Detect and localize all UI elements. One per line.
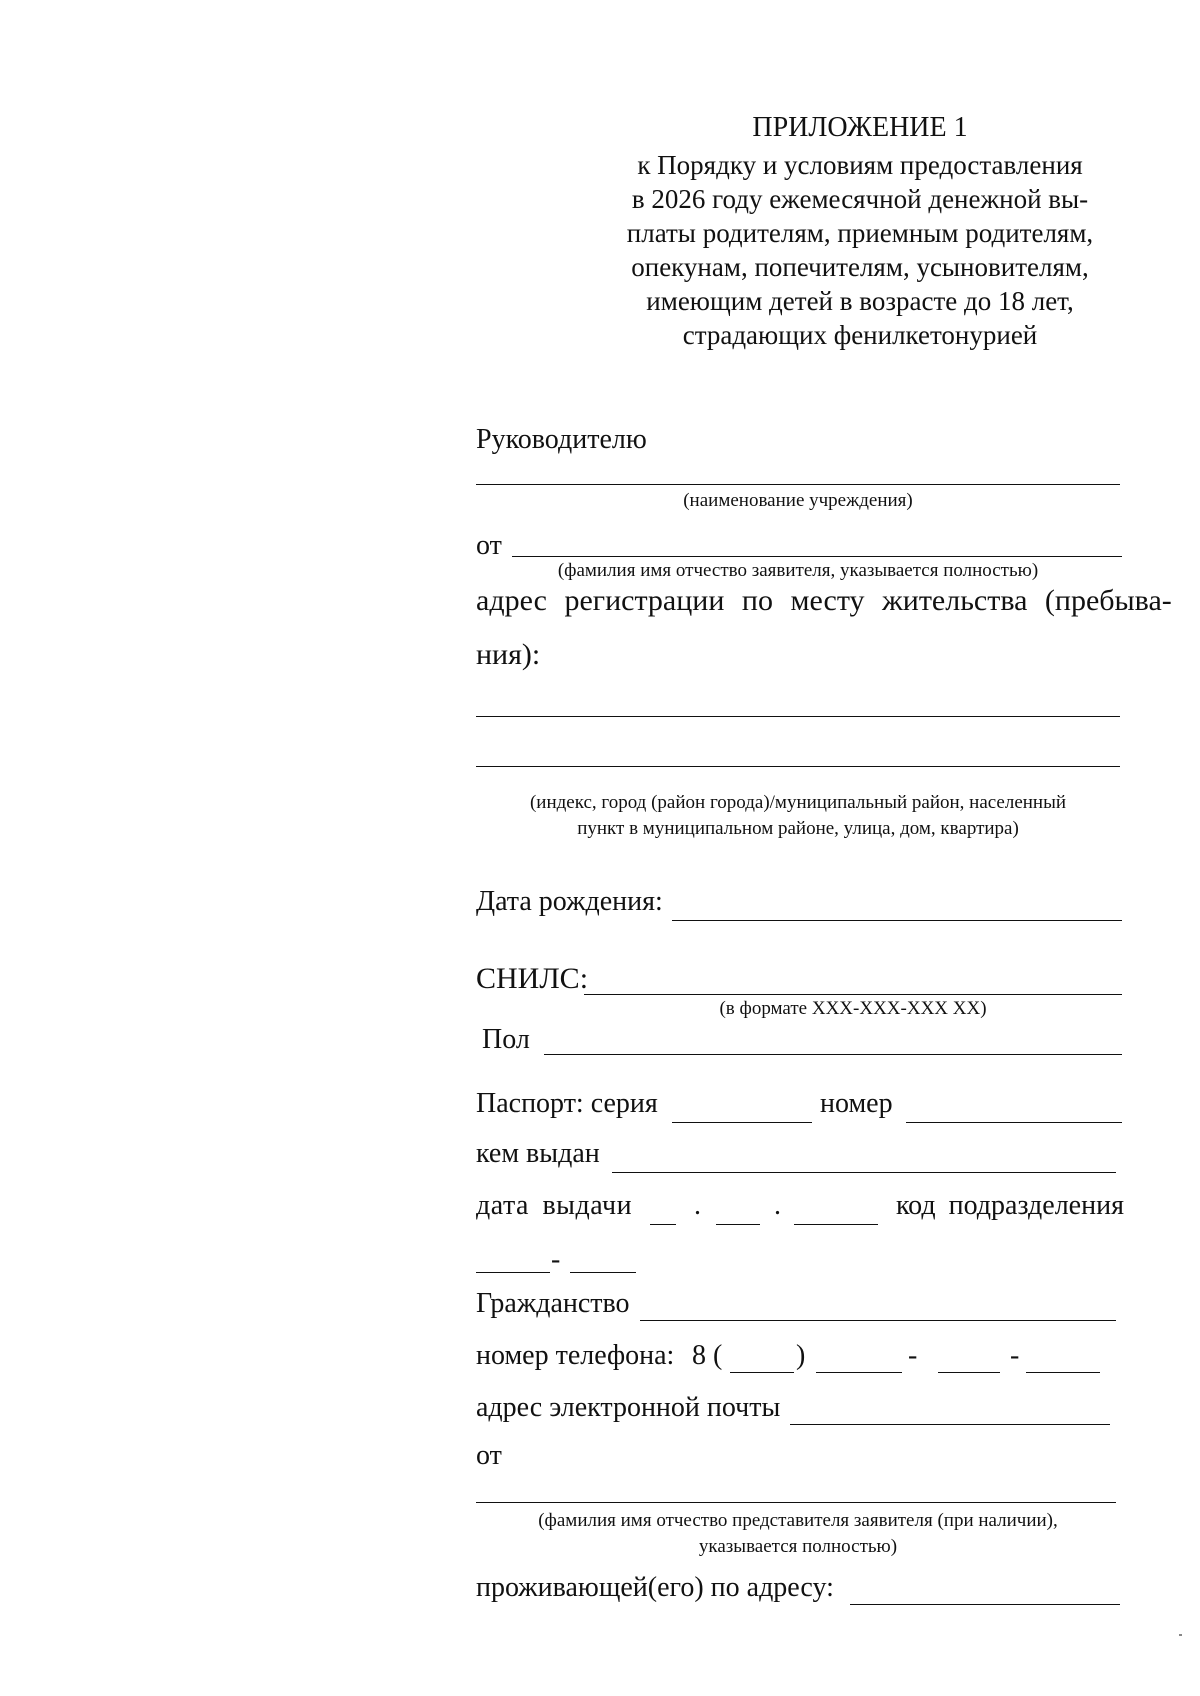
address-hint-line: пункт в муниципальном районе, улица, дом, квартира) <box>577 818 1019 839</box>
issue-year-field[interactable] <box>794 1224 878 1225</box>
birth-date-field[interactable] <box>672 920 1122 921</box>
institution-field[interactable] <box>476 484 1120 485</box>
email-label: адрес электронной почты <box>476 1392 781 1423</box>
passport-number-label: номер <box>820 1088 893 1119</box>
appendix-line: имеющим детей в возрасте до 18 лет, <box>646 286 1074 316</box>
appendix-line: платы родителям, приемным родителям, <box>626 218 1094 248</box>
representative-from-label: от <box>476 1440 502 1471</box>
issued-by-field[interactable] <box>612 1172 1116 1173</box>
scan-speck <box>1179 1634 1182 1636</box>
citizenship-field[interactable] <box>640 1320 1116 1321</box>
snils-field[interactable] <box>584 994 1122 995</box>
issued-by-label: кем выдан <box>476 1138 600 1169</box>
applicant-name-field[interactable] <box>512 556 1122 557</box>
phone-part1-field[interactable] <box>816 1372 902 1373</box>
passport-number-field[interactable] <box>906 1122 1122 1123</box>
representative-hint-line: (фамилия имя отчество представителя заявителя (при наличии), <box>538 1510 1058 1531</box>
gender-field[interactable] <box>544 1054 1122 1055</box>
registration-address-label: адрес регистрации по месту жительства (пребыва- <box>476 584 1172 617</box>
snils-label: СНИЛС: <box>476 962 589 995</box>
phone-prefix: 8 ( <box>692 1340 723 1371</box>
appendix-line: к Порядку и условиям предоставления <box>637 150 1083 180</box>
registration-address-field-1[interactable] <box>476 716 1120 717</box>
phone-dash: - <box>908 1340 918 1371</box>
appendix-title: ПРИЛОЖЕНИЕ 1 <box>752 112 968 143</box>
address-hint-line: (индекс, город (район города)/муниципальный район, населенный <box>529 792 1067 813</box>
division-code-dash: - <box>551 1244 561 1275</box>
address-hint <box>476 790 1120 842</box>
representative-hint <box>476 1508 1120 1560</box>
phone-area-code-field[interactable] <box>730 1372 794 1373</box>
phone-part3-field[interactable] <box>1026 1372 1100 1373</box>
representative-hint-line: указывается полностью) <box>698 1536 898 1557</box>
division-code-field-1[interactable] <box>476 1272 550 1273</box>
addressee-label: Руководителю <box>476 424 647 455</box>
issue-month-field[interactable] <box>716 1224 760 1225</box>
division-code-label: код подразделения <box>896 1190 1124 1221</box>
division-code-field-2[interactable] <box>570 1272 636 1273</box>
appendix-line: страдающих фенилкетонурией <box>682 320 1038 350</box>
institution-hint: (наименование учреждения) <box>683 490 913 511</box>
registration-address-label-cont: ния): <box>476 638 541 671</box>
issue-date-label: дата выдачи <box>476 1190 633 1221</box>
appendix-line: опекунам, попечителям, усыновителям, <box>631 252 1089 282</box>
issue-date-dot: . <box>694 1190 701 1221</box>
issue-day-field[interactable] <box>650 1224 676 1225</box>
from-label: от <box>476 530 502 561</box>
passport-series-label: Паспорт: серия <box>476 1088 658 1119</box>
applicant-hint: (фамилия имя отчество заявителя, указывается полностью) <box>557 560 1039 581</box>
phone-part2-field[interactable] <box>938 1372 1000 1373</box>
phone-paren: ) <box>796 1340 806 1371</box>
citizenship-label: Гражданство <box>476 1288 630 1319</box>
phone-dash: - <box>1010 1340 1020 1371</box>
issue-date-dot: . <box>774 1190 781 1221</box>
gender-label: Пол <box>482 1024 530 1055</box>
registration-address-field-2[interactable] <box>476 766 1120 767</box>
birth-date-label: Дата рождения: <box>476 886 663 917</box>
residing-address-field[interactable] <box>850 1604 1120 1605</box>
phone-label: номер телефона: <box>476 1340 675 1371</box>
appendix-heading <box>580 110 1140 352</box>
appendix-line: в 2026 году ежемесячной денежной вы- <box>631 184 1089 214</box>
representative-name-field[interactable] <box>476 1502 1116 1503</box>
residing-address-label: проживающей(его) по адресу: <box>476 1572 834 1603</box>
snils-hint: (в формате XXX-XXX-XXX XX) <box>719 998 987 1019</box>
email-field[interactable] <box>790 1424 1110 1425</box>
passport-series-field[interactable] <box>672 1122 812 1123</box>
